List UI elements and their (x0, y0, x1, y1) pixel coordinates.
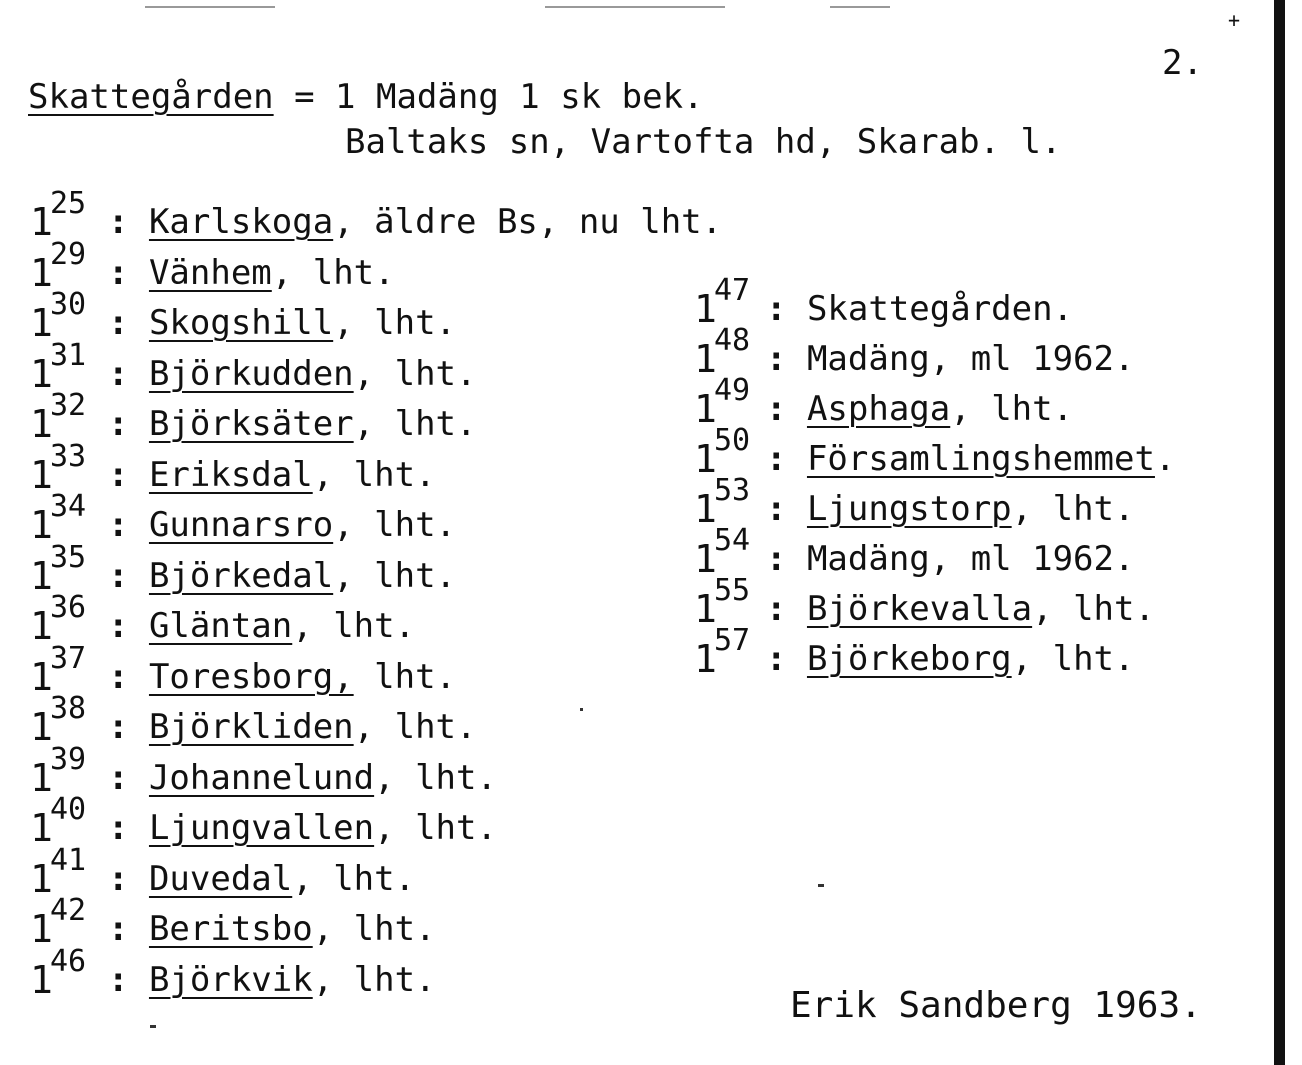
entry-text (766, 439, 1176, 479)
entry-text (108, 353, 477, 394)
entry-number: 32 (50, 388, 87, 423)
entry-name: Ljungstorp (806, 489, 1012, 529)
heading-line-2: Baltaks sn, Vartofta hd, Skarab. l. (345, 122, 1062, 162)
entry-name: Björkeborg (806, 639, 1012, 679)
entry-text (108, 909, 436, 949)
entry-name: Madäng, ml 1962. (806, 539, 1135, 579)
entry-suffix: , lht. (333, 505, 457, 545)
scan-noise (830, 6, 890, 8)
entry-text (108, 454, 436, 495)
entry-number: 30 (50, 287, 87, 322)
entry-name: Skogshill (148, 303, 334, 343)
entry-number: 50 (714, 423, 751, 458)
entry-number: 37 (50, 640, 87, 676)
entry-text (108, 707, 477, 747)
entry-number: 29 (50, 236, 87, 272)
entry-suffix: , lht. (353, 353, 477, 394)
entry-colon: : (766, 289, 807, 329)
entry-text (766, 589, 1155, 629)
entry-prefix: 1 (694, 487, 717, 531)
entry-suffix: , lht. (950, 389, 1074, 429)
entry-number: 41 (50, 842, 87, 878)
entry-prefix: 1 (30, 856, 53, 901)
entry-prefix: 1 (30, 553, 53, 598)
entry-suffix: , lht. (312, 454, 436, 495)
entry-text (766, 539, 1135, 579)
entry-number: 57 (714, 623, 751, 658)
signature: Erik Sandberg 1963. (790, 985, 1202, 1026)
entry-number: 38 (50, 691, 87, 726)
entry-text (766, 289, 1074, 329)
entry-name: Björkevalla (806, 589, 1033, 629)
entry-number: 35 (50, 539, 87, 575)
entry-prefix: 1 (30, 654, 53, 699)
entry-suffix: , lht. (353, 707, 477, 747)
entry-colon: : (108, 606, 149, 646)
entry-prefix: 1 (30, 806, 53, 850)
entry-text (108, 858, 416, 899)
scan-noise (150, 1025, 156, 1028)
entry-name: Ljungvallen (148, 808, 375, 848)
entry-prefix: 1 (694, 637, 717, 681)
entry-text (108, 202, 723, 242)
entry-colon: : (766, 339, 807, 379)
entry-suffix: , lht. (374, 808, 497, 848)
entry-prefix: 1 (30, 705, 53, 749)
entry-colon: : (766, 389, 807, 429)
entry-prefix: 1 (694, 287, 717, 331)
entry-prefix: 1 (30, 402, 53, 446)
entry-suffix: , lht. (1011, 489, 1135, 529)
entry-colon: : (108, 202, 149, 242)
entry-prefix: 1 (30, 200, 53, 244)
entry-colon: : (108, 959, 149, 1000)
entry-text (108, 808, 497, 848)
card-edge (1274, 0, 1285, 1065)
entry-suffix: , lht. (1032, 589, 1155, 629)
entry-text (766, 489, 1135, 529)
entry-number: 36 (50, 590, 87, 625)
entry-number: 31 (50, 337, 87, 373)
entry-suffix: , lht. (333, 555, 457, 596)
entry-text (766, 639, 1135, 679)
entry-colon: : (108, 303, 149, 343)
entry-text (766, 339, 1135, 379)
entry-colon: : (108, 505, 149, 545)
entry-colon: : (108, 707, 149, 747)
scan-noise (580, 708, 583, 711)
entry-text (108, 606, 416, 646)
entry-number: 39 (50, 741, 87, 777)
entry-colon: : (108, 656, 149, 697)
entry-name: Björkedal (148, 555, 334, 596)
entry-text (108, 959, 436, 1000)
entry-colon: : (766, 439, 807, 479)
entry-colon: : (108, 404, 149, 444)
entry-text (108, 555, 457, 596)
entry-name: Björkvik (148, 959, 313, 1000)
entry-colon: : (108, 909, 149, 949)
entry-suffix: , äldre Bs, nu lht. (333, 202, 723, 242)
entry-number: 53 (714, 473, 751, 508)
entry-prefix: 1 (30, 351, 53, 396)
entry-name: Björkliden (148, 707, 354, 747)
entry-number: 55 (714, 573, 751, 608)
entry-prefix: 1 (694, 587, 717, 631)
entry-colon: : (108, 757, 149, 798)
entry-text (108, 303, 457, 343)
entry-number: 25 (50, 186, 87, 221)
entry-prefix: 1 (30, 907, 53, 951)
entry-name: Eriksdal (148, 454, 313, 495)
entry-text (766, 389, 1074, 429)
entry-text (108, 404, 477, 444)
entry-number: 46 (50, 943, 87, 979)
entry-prefix: 1 (30, 503, 53, 547)
entry-suffix: , lht. (312, 959, 436, 1000)
entry-colon: : (108, 252, 149, 293)
entry-prefix: 1 (694, 437, 717, 481)
entry-number: 54 (714, 523, 751, 558)
entry-suffix: , lht. (312, 909, 436, 949)
plus-mark-icon: + (1228, 8, 1241, 32)
entry-name: Björksäter (148, 404, 354, 444)
entry-suffix: , lht. (333, 303, 457, 343)
entry-prefix: 1 (30, 250, 53, 295)
entry-prefix: 1 (30, 604, 53, 648)
entry-prefix: 1 (694, 337, 717, 381)
entry-prefix: 1 (30, 452, 53, 497)
entry-number: 42 (50, 893, 87, 928)
entry-colon: : (766, 589, 807, 629)
entry-prefix: 1 (30, 957, 53, 1002)
entry-prefix: 1 (30, 301, 53, 345)
entry-suffix: , lht. (292, 858, 416, 899)
entry-colon: : (766, 489, 807, 529)
heading-line-1 (28, 77, 704, 117)
entry-colon: : (108, 808, 149, 848)
entry-name: Björkudden (148, 353, 354, 394)
entry-name: Karlskoga (148, 202, 334, 242)
entry-colon: : (108, 454, 149, 495)
entry-colon: : (108, 353, 149, 394)
entry-prefix: 1 (694, 537, 717, 581)
entry-name: Asphaga (806, 389, 951, 429)
heading-title: Skattegården (28, 77, 274, 117)
entry-number: 34 (50, 489, 87, 524)
entry-number: 47 (714, 273, 751, 308)
entry-number: 33 (50, 438, 87, 474)
entry-number: 49 (714, 373, 751, 408)
entry-suffix: , lht. (374, 757, 497, 798)
entry-suffix: , lht. (292, 606, 416, 646)
entry-name: Duvedal (148, 858, 293, 899)
entry-name: Madäng, ml 1962. (806, 339, 1135, 379)
entry-suffix: lht. (353, 656, 457, 697)
entry-prefix: 1 (694, 387, 717, 431)
entry-name: Gläntan (148, 606, 293, 646)
scan-noise (545, 6, 725, 8)
entry-name: Skattegården. (806, 289, 1074, 329)
entry-number: 48 (714, 323, 751, 358)
entry-suffix: , lht. (271, 252, 395, 293)
heading-rest: = 1 Madäng 1 sk bek. (273, 77, 704, 117)
entry-colon: : (766, 639, 807, 679)
entry-name: Toresborg, (148, 656, 354, 697)
entry-colon: : (108, 858, 149, 899)
entry-suffix: . (1154, 439, 1176, 479)
entry-name: Beritsbo (148, 909, 313, 949)
entry-text (108, 757, 497, 798)
entry-suffix: , lht. (353, 404, 477, 444)
entry-colon: : (766, 539, 807, 579)
entry-text (108, 252, 395, 293)
entry-name: Församlingshemmet (806, 439, 1155, 479)
scan-noise (145, 6, 275, 8)
entry-name: Gunnarsro (148, 505, 334, 545)
entry-colon: : (108, 555, 149, 596)
entry-name: Vänhem (148, 252, 272, 293)
entry-text (108, 656, 457, 697)
entry-prefix: 1 (30, 755, 53, 800)
entry-number: 40 (50, 792, 87, 827)
entry-suffix: , lht. (1011, 639, 1135, 679)
entry-name: Johannelund (148, 757, 375, 798)
scan-noise (818, 884, 824, 887)
page-number: 2. (1162, 43, 1203, 83)
entry-text (108, 505, 457, 545)
